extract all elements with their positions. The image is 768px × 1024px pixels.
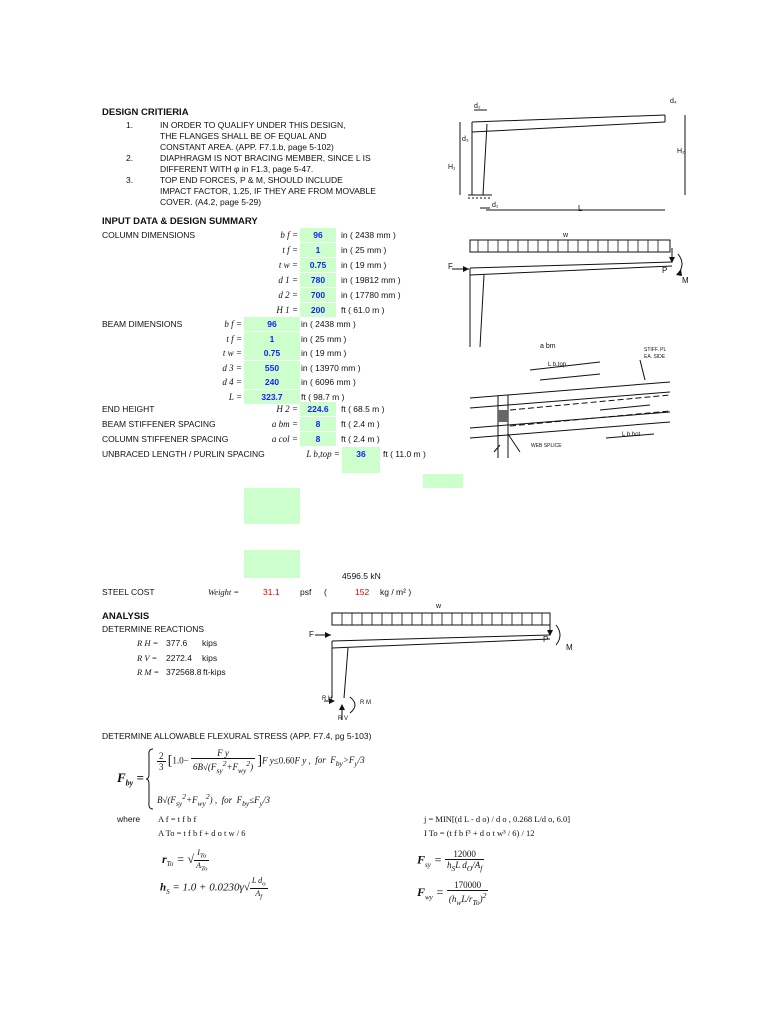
column-dim-value[interactable]: 96 [300, 228, 336, 242]
unbraced-length-label: UNBRACED LENGTH / PURLIN SPACING [102, 449, 265, 459]
reaction-symbol: R M = [137, 667, 160, 677]
d4-label: d₄ [670, 98, 677, 105]
reaction-unit: kips [202, 652, 218, 663]
column-dim-symbol: d 2 = [278, 290, 298, 300]
ito-formula: I To = (t f b f³ + d o t w³ / 6) / 12 [424, 828, 535, 838]
beam-stiffener-label: BEAM STIFFENER SPACING [102, 419, 216, 429]
RM-label: R M [360, 700, 371, 706]
flexural-heading: DETERMINE ALLOWABLE FLEXURAL STRESS (APP. F7.4, pg 5-103) [102, 731, 372, 741]
reaction-value: 377.6 [166, 638, 188, 648]
beam-stiffener-unit: ft ( 2.4 m ) [341, 419, 380, 429]
fsy-formula: $F_{sy}$ = 12000 $h_SL$ $d_O/A_f$ [417, 849, 483, 873]
where-label: where [117, 814, 141, 824]
beam-dim-unit: in ( 13970 mm ) [301, 362, 361, 373]
fby-symbol: $F_{by}$ = [117, 770, 144, 788]
column-dim-symbol: H 1 = [276, 305, 298, 315]
beam-stiffener-symbol: a bm = [271, 419, 298, 429]
column-dimensions-label: COLUMN DIMENSIONS [102, 230, 196, 240]
beam-dim-unit: ft ( 98.7 m ) [301, 391, 345, 402]
design-criteria-heading: DESIGN CRITIERIA [102, 107, 189, 118]
beam-dim-value[interactable]: 0.75 [244, 346, 300, 360]
ato-formula: A To = t f b f + d o t w / 6 [158, 828, 246, 838]
rto-formula: $r_{To}$ = √ $I_{To}$ $A_{To}$ [162, 848, 208, 873]
column-dim-unit: in ( 19812 mm ) [341, 275, 401, 285]
abm-label: a bm [540, 343, 556, 350]
d1-label: d₁ [492, 202, 499, 209]
loaded-frame-diagram [460, 232, 690, 352]
column-dim-symbol: t w = [278, 260, 298, 270]
beam-dim-value[interactable]: 550 [244, 361, 300, 375]
column-dim-unit: in ( 25 mm ) [341, 245, 387, 255]
beam-dim-value[interactable]: 240 [244, 375, 300, 389]
column-dim-unit: in ( 17780 mm ) [341, 290, 401, 300]
fwy-formula: $F_{wy}$ = 170000 $(h_wL/r_{To})^2$ [417, 880, 487, 907]
column-dim-value[interactable]: 700 [300, 288, 336, 302]
M-moment-label-2: M [566, 643, 573, 652]
w-load-label-2: w [436, 603, 442, 610]
beam-dim-unit: in ( 6096 mm ) [301, 377, 356, 387]
unbraced-length-value[interactable]: 36 [342, 447, 380, 473]
d3-label: d₃ [462, 136, 469, 143]
steel-cost-label: STEEL COST [102, 587, 155, 597]
web-splice-label: WEB SPLICE [531, 443, 562, 449]
P-force-label: P [662, 266, 668, 275]
criteria-line: IN ORDER TO QUALIFY UNDER THIS DESIGN, [160, 120, 346, 130]
beam-dim-unit: in ( 2438 mm ) [301, 319, 356, 329]
beam-stiffener-value[interactable]: 8 [300, 417, 336, 431]
criteria-line: DIFFERENT WITH φ in F1.3, page 5-47. [160, 164, 314, 174]
criteria-num-1: 1. [126, 120, 134, 130]
criteria-num-3: 3. [126, 175, 134, 185]
end-height-unit: ft ( 68.5 m ) [341, 404, 385, 414]
beam-dim-symbol: t w = [222, 348, 242, 358]
weight-paren: ( [324, 587, 327, 597]
reaction-symbol: R V = [137, 652, 158, 663]
input-cell-empty[interactable] [244, 488, 300, 524]
criteria-line: IMPACT FACTOR, 1.25, IF THEY ARE FROM MOVABLE [160, 186, 376, 196]
reaction-value: 2272.4 [166, 652, 192, 663]
column-dim-value[interactable]: 780 [300, 273, 336, 287]
beam-dim-symbol: t f = [226, 333, 242, 344]
RV-label: R V [338, 716, 349, 722]
reaction-unit: kips [202, 638, 218, 648]
formula-line-2: $B√(F_{sy}^2+F_{wy}^2)$ , for $F_{by}\le F_y/3$ [157, 792, 270, 808]
M-moment-label: M [682, 276, 689, 285]
j-formula: j = MIN[(d L - d o) / d o , 0.268 L/d o, 6.0] [424, 814, 571, 824]
column-stiffener-label: COLUMN STIFFENER SPACING [102, 434, 229, 444]
beam-dim-symbol: d 4 = [222, 377, 242, 387]
criteria-num-2: 2. [126, 153, 134, 163]
input-cell-empty[interactable] [244, 550, 300, 578]
end-height-label: END HEIGHT [102, 404, 155, 414]
RH-label: R H [322, 696, 333, 702]
column-stiffener-symbol: a col = [271, 434, 298, 444]
stiff-label: STIFF. PL [644, 347, 667, 353]
reaction-symbol: R H = [137, 638, 159, 648]
ea-side-label: EA. SIDE [644, 354, 666, 360]
weight-value: 31.1 [263, 587, 280, 597]
H2-label: H₂ [677, 148, 685, 155]
end-height-symbol: H 2 = [276, 404, 298, 414]
criteria-line: THE FLANGES SHALL BE OF EQUAL AND [160, 131, 327, 141]
beam-dimensions-label: BEAM DIMENSIONS [102, 319, 183, 329]
reaction-value: 372568.8 [166, 667, 202, 677]
hs-formula: $h_S = 1.0 + 0.0230\gamma√$ $\frac{L d_o}{A_f}$ [160, 876, 266, 901]
lbtop-label: L b,top [548, 362, 567, 368]
column-dim-symbol: t f = [282, 245, 298, 255]
column-dim-value[interactable]: 0.75 [300, 258, 336, 272]
formula-line-1: $\frac{2}{3}$ [1.0− F y $6B√(F_{sy}^2+F_{wy}^2)$ ]F y≤0.60F y , for $F_{by}>F_y/3$ [159, 748, 365, 775]
input-cell-empty[interactable] [423, 474, 463, 488]
weight-metric-value: 152 [355, 587, 370, 597]
w-load-label: w [563, 232, 569, 239]
d2-label: d₂ [474, 103, 481, 110]
weight-unit: psf [300, 587, 312, 597]
af-formula: A f = t f b f [158, 814, 197, 824]
beam-dim-value[interactable]: 1 [244, 332, 300, 346]
P-force-label-2: P [543, 635, 549, 644]
unbraced-length-symbol: L b,top = [306, 449, 340, 459]
reaction-unit: ft-kips [203, 667, 226, 677]
column-stiffener-unit: ft ( 2.4 m ) [341, 434, 380, 444]
reaction-diagram [320, 605, 560, 725]
column-dim-unit: in ( 19 mm ) [341, 260, 387, 270]
beam-dim-symbol: d 3 = [222, 362, 242, 373]
lbbot-label: L b,bot [622, 432, 641, 438]
kn-value: 4596.5 kN [342, 571, 381, 581]
formula-brace [146, 748, 154, 810]
column-dim-symbol: d 1 = [278, 275, 298, 285]
beam-dim-value[interactable]: 96 [244, 317, 300, 331]
beam-dim-unit: in ( 25 mm ) [301, 333, 347, 344]
column-stiffener-value[interactable]: 8 [300, 432, 336, 446]
F-force-label-2: F [309, 630, 314, 639]
end-height-value[interactable]: 224.6 [300, 402, 336, 416]
beam-dim-value[interactable]: 323.7 [244, 390, 300, 404]
F-force-label: F [448, 262, 453, 271]
beam-dim-symbol: L = [228, 391, 242, 402]
column-dim-symbol: b f = [280, 230, 298, 240]
beam-dim-unit: in ( 19 mm ) [301, 348, 347, 358]
criteria-line: TOP END FORCES, P & M, SHOULD INCLUDE [160, 175, 343, 185]
input-heading: INPUT DATA & DESIGN SUMMARY [102, 216, 258, 227]
column-dim-value[interactable]: 200 [300, 303, 336, 317]
H1-label: H₁ [448, 164, 456, 171]
criteria-line: CONSTANT AREA. (APP. F7.1.b, page 5-102) [160, 142, 334, 152]
beam-dim-symbol: b f = [224, 319, 242, 329]
column-dim-unit: in ( 2438 mm ) [341, 230, 396, 240]
L-label: L [578, 204, 583, 213]
reactions-heading: DETERMINE REACTIONS [102, 624, 205, 634]
weight-metric-unit: kg / m² ) [380, 587, 412, 597]
unbraced-length-unit: ft ( 11.0 m ) [383, 449, 426, 459]
weight-symbol: Weight = [208, 587, 240, 597]
criteria-line: COVER. (A4.2, page 5-29) [160, 197, 262, 207]
column-dim-unit: ft ( 61.0 m ) [341, 305, 385, 315]
column-dim-value[interactable]: 1 [300, 243, 336, 257]
criteria-line: DIAPHRAGM IS NOT BRACING MEMBER, SINCE L IS [160, 153, 371, 163]
analysis-heading: ANALYSIS [102, 611, 150, 622]
